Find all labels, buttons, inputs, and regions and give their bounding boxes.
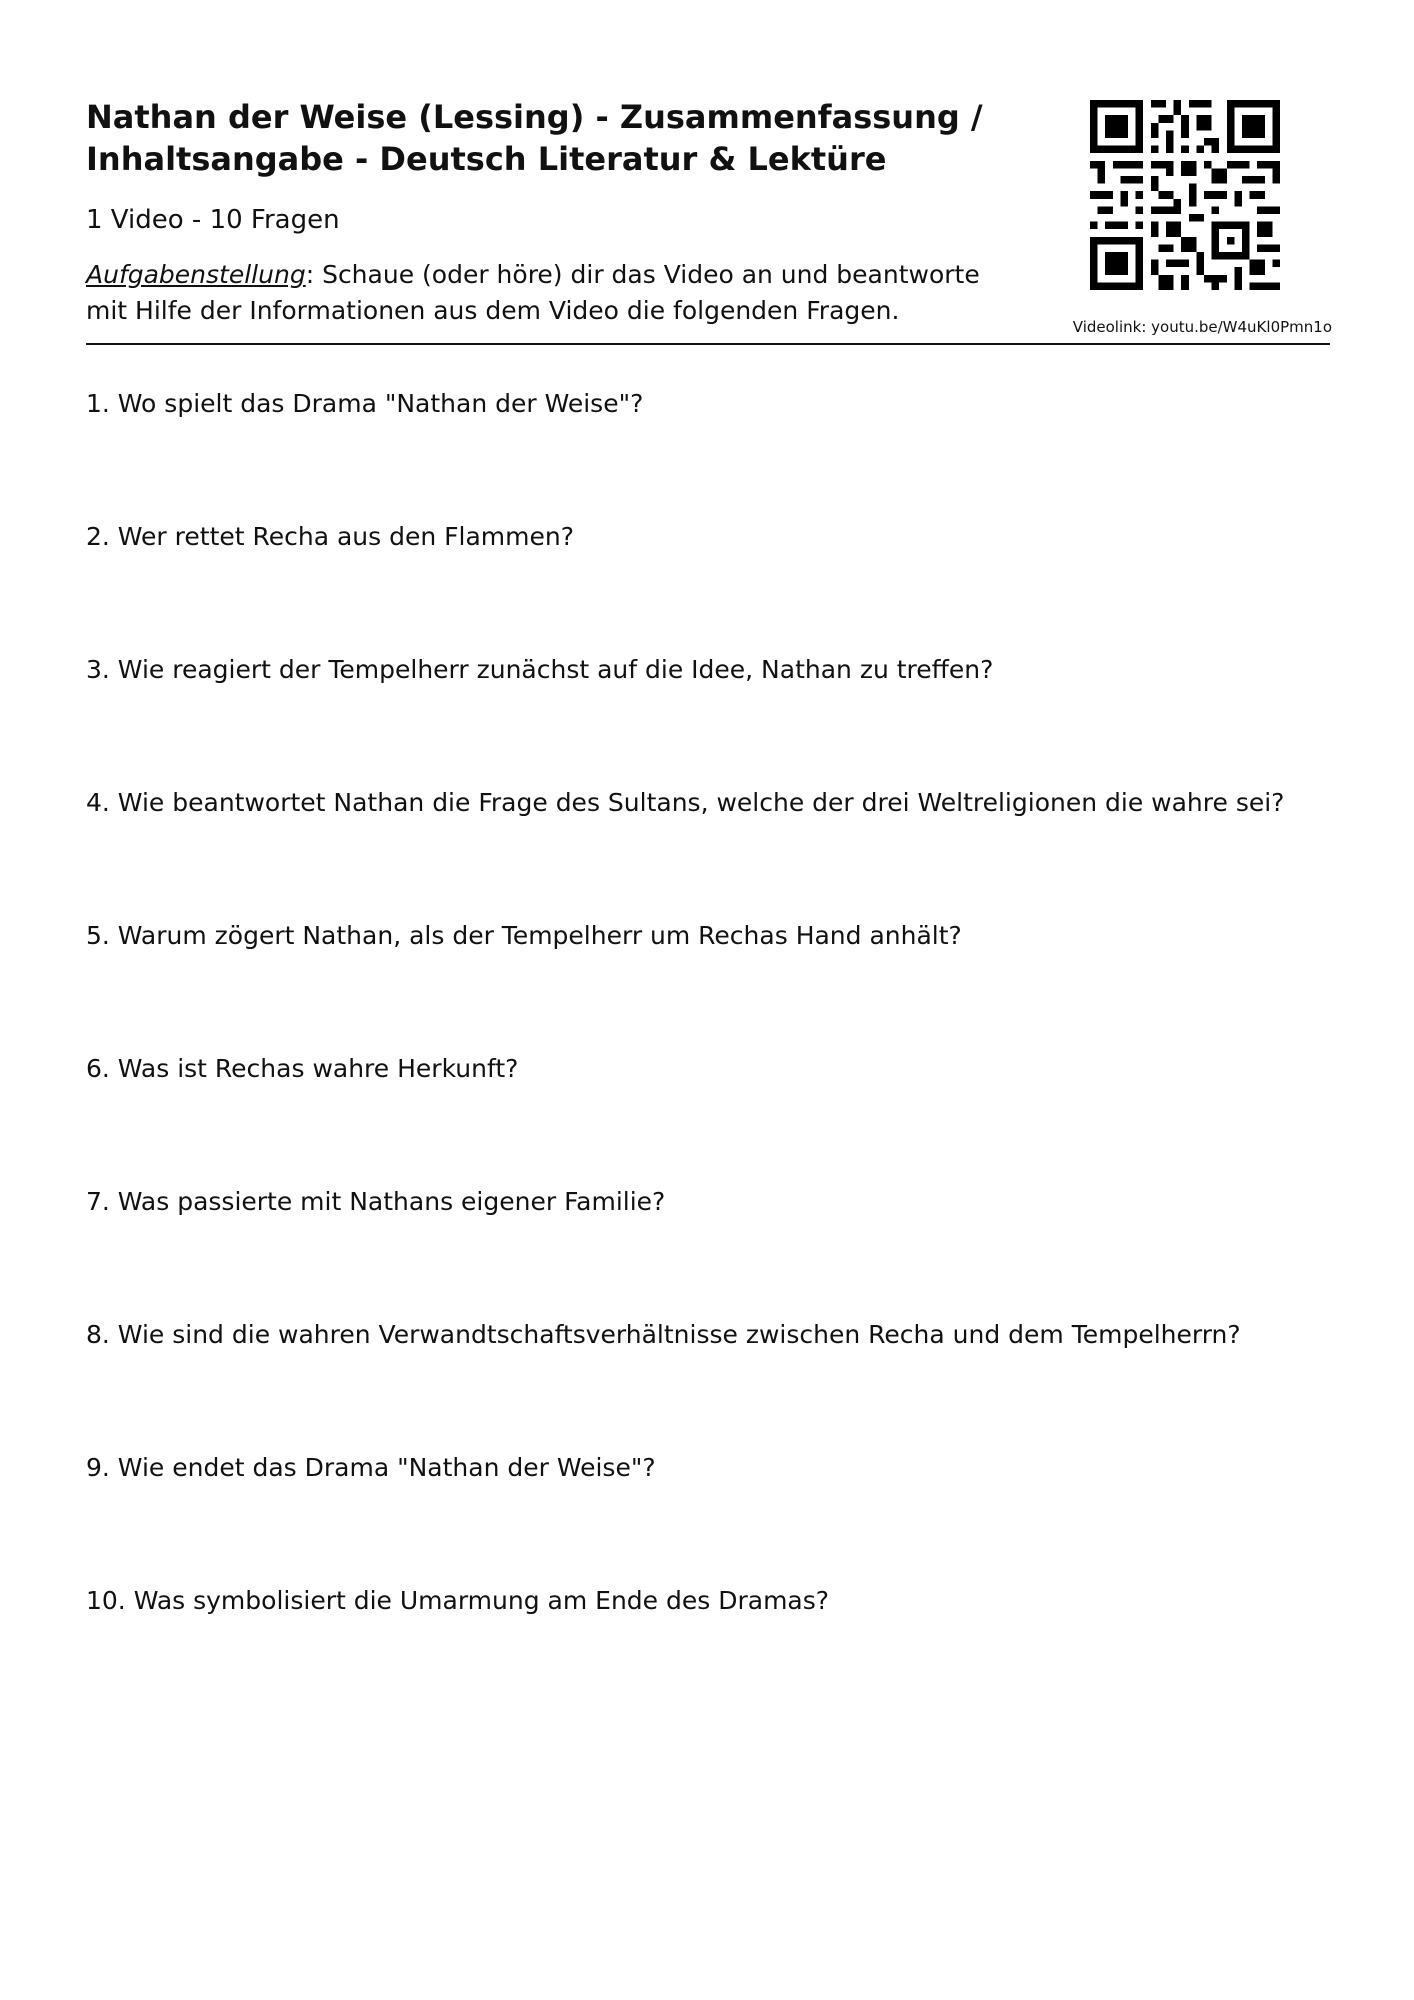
question-6: 6. Was ist Rechas wahre Herkunft? [86, 1054, 519, 1083]
question-9: 9. Wie endet das Drama "Nathan der Weise"? [86, 1453, 656, 1482]
question-10: 10. Was symbolisiert die Umarmung am Ende des Dramas? [86, 1586, 830, 1615]
qr-code-icon [1090, 100, 1280, 290]
question-3: 3. Wie reagiert der Tempelherr zunächst auf die Idee, Nathan zu treffen? [86, 655, 994, 684]
question-1: 1. Wo spielt das Drama "Nathan der Weise"? [86, 389, 644, 418]
title-line-1: Nathan der Weise (Lessing) - Zusammenfassung / [86, 98, 983, 136]
question-2: 2. Wer rettet Recha aus den Flammen? [86, 522, 575, 551]
task-instructions [86, 257, 1026, 329]
question-4: 4. Wie beantwortet Nathan die Frage des Sultans, welche der drei Weltreligionen die wahre sei? [86, 788, 1285, 817]
task-label: Aufgabenstellung [86, 260, 306, 289]
question-5: 5. Warum zögert Nathan, als der Tempelherr um Rechas Hand anhält? [86, 921, 962, 950]
question-8: 8. Wie sind die wahren Verwandtschaftsverhältnisse zwischen Recha und dem Tempelherrn? [86, 1320, 1241, 1349]
title-line-2: Inhaltsangabe - Deutsch Literatur & Lektüre [86, 140, 887, 178]
header-divider [86, 343, 1330, 345]
page-title [86, 96, 986, 180]
subtitle: 1 Video - 10 Fragen [86, 205, 340, 235]
task-text: : Schaue (oder höre) dir das Video an und beantworte mit Hilfe der Informationen aus dem Video die folgenden Fragen. [86, 260, 980, 325]
videolink: Videolink: youtu.be/W4uKl0Pmn1o [1072, 318, 1332, 336]
question-list [86, 388, 1346, 1718]
question-7: 7. Was passierte mit Nathans eigener Familie? [86, 1187, 666, 1216]
